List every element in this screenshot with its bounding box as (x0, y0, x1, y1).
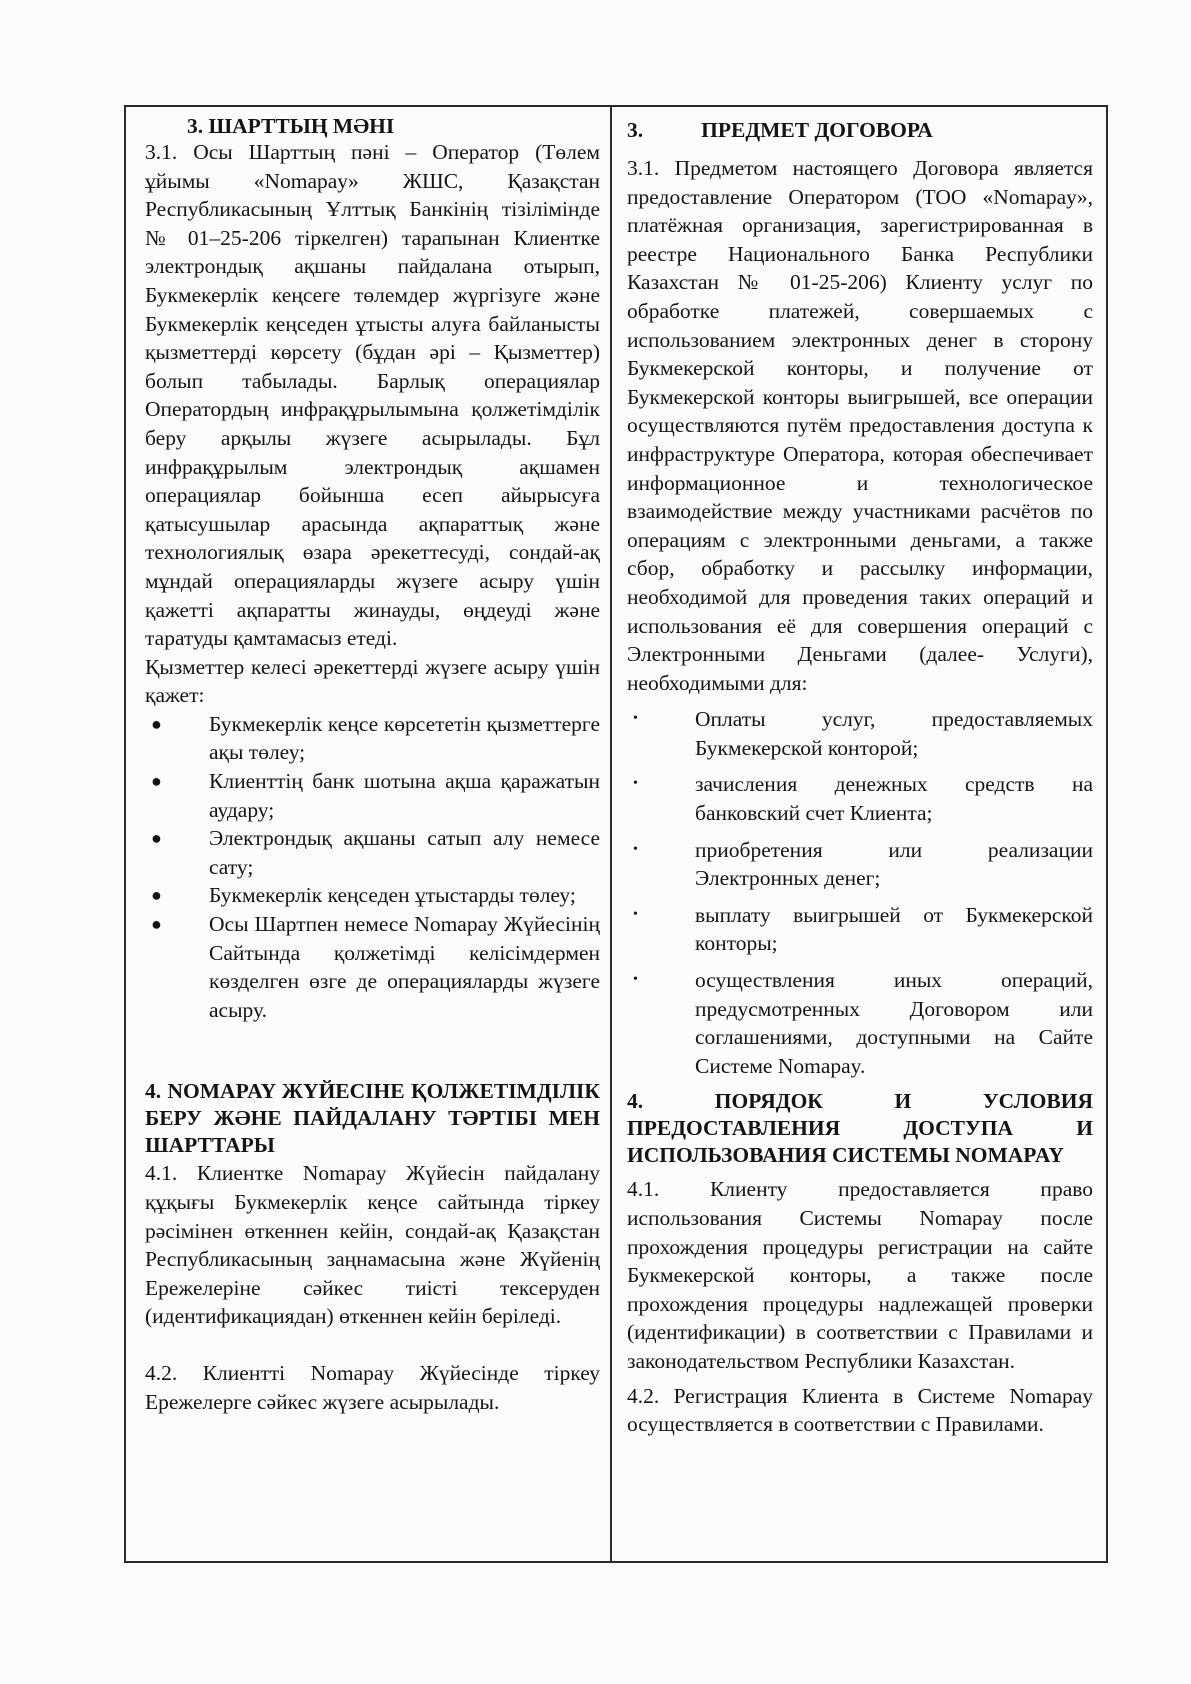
ru-section3-text: ПРЕДМЕТ ДОГОВОРА (701, 118, 933, 142)
list-item (627, 770, 1093, 827)
bullet-icon: ● (151, 885, 162, 906)
ru-bullet-list (627, 705, 1093, 1080)
ru-bullet-text: приобретения или реализации Электронных денег; (695, 837, 1093, 891)
bullet-icon: • (633, 972, 638, 988)
ru-section4-title: 4. ПОРЯДОК И УСЛОВИЯ ПРЕДОСТАВЛЕНИЯ ДОСТУПА И ИСПОЛЬЗОВАНИЯ СИСТЕМЫ NOMAPAY (627, 1089, 1093, 1168)
kz-section4-title: 4. NOMAPAY ЖҮЙЕСІНЕ ҚОЛЖЕТІМДІЛІК БЕРУ ЖӘНЕ ПАЙДАЛАНУ ТӘРТІБІ МЕН ШАРТТАРЫ (145, 1079, 600, 1158)
kz-paragraph-3-1: 3.1. Осы Шарттың пәні – Оператор (Төлем ұйымы «Nomapay» ЖШС, Қазақстан Республикасының Ұлттық Банкінің тізілімінде № 01–25-206 тіркелген) тарапынан Клиентке электрондық ақшаны пайдалана отырып, Букмекерлік кеңсеге төлемдер жүргізуге және Букмекерлік кеңседен ұтысты алуға байланысты қызметтерді көрсету (бұдан әрі – Қызметтер) болып табылады. Барлық операциялар Оператордың инфрақұрылымына қолжетімділік беру арқылы жүзеге асырылады. Бұл инфрақұрылым электрондық ақшамен операциялар бойынша есеп айырысуға қатысушылар арасында ақпараттық және технологиялық өзара әрекеттесуді, сондай-ақ мұндай операцияларды жүзеге асыру үшін қажетті ақпаратты жинауды, өңдеуді және таратуды қамтамасыз етеді. (145, 140, 600, 651)
kz-services-intro: Қызметтер келесі әрекеттерді жүзеге асыру үшін қажет: (145, 654, 600, 708)
bullet-icon: ● (151, 771, 162, 792)
ru-section3-number: 3. (627, 118, 644, 142)
kz-bullet-text: Электрондық ақшаны сатып алу немесе сату; (209, 826, 600, 879)
bullet-icon: • (633, 776, 638, 792)
bullet-icon: • (633, 906, 638, 922)
russian-column (612, 107, 1106, 1561)
ru-bullet-text: выплату выигрышей от Букмекерской конторы; (695, 902, 1093, 956)
list-item (145, 767, 600, 824)
list-item (627, 901, 1093, 958)
ru-section3-title (627, 117, 1093, 144)
list-item (627, 836, 1093, 893)
ru-bullet-text: зачисления денежных средств на банковский счет Клиента; (695, 772, 1093, 826)
list-item (145, 824, 600, 881)
bullet-icon: ● (151, 914, 162, 935)
bullet-icon: ● (151, 828, 162, 849)
ru-bullet-text: осуществления иных операций, предусмотренных Договором или соглашениями, доступными на Сайте Системе Nomapay. (695, 968, 1093, 1078)
kz-paragraph-4-1: 4.1. Клиентке Nomapay Жүйесін пайдалану құқығы Букмекерлік кеңсе сайтында тіркеу рәсімінен өткеннен кейін, сондай-ақ Қазақстан Республикасының заңнамасына және Жүйенің Ережелеріне сәйкес тиісті тексеруден (идентификациядан) өткеннен кейін беріледі. (145, 1161, 600, 1329)
ru-paragraph-4-1: 4.1. Клиенту предоставляется право использования Системы Nomapay после прохождения процедуры регистрации на сайте Букмекерской конторы, а также после прохождения процедуры надлежащей проверки (идентификации) в соответствии с Правилами и законодательством Республики Казахстан. (627, 1177, 1093, 1373)
kz-paragraph-4-2: 4.2. Клиентті Nomapay Жүйесінде тіркеу Ережелерге сәйкес жүзеге асырылады. (145, 1360, 600, 1414)
list-item (145, 910, 600, 1024)
ru-paragraph-3-1: 3.1. Предметом настоящего Договора является предоставление Оператором (ТОО «Nomapay», платёжная организация, зарегистрированная в реестре Национального Банка Республики Казахстан № 01-25-206) Клиенту услуг по обработке платежей, совершаемых с использованием электронных денег в сторону Букмекерской конторы, и получение от Букмекерской конторы выигрышей, все операции осуществляются путём предоставления доступа к инфраструктуре Оператора, которая обеспечивает информационное и технологическое взаимодействие между участниками расчётов по операциям с электронными деньгами, а также сбор, обработку и рассылку информации, необходимой для проведения таких операций и использования её для совершения операций с Электронными Деньгами (далее- Услуги), необходимыми для: (627, 156, 1093, 695)
kz-bullet-text: Клиенттің банк шотына ақша қаражатын аудару; (209, 769, 600, 822)
kz-bullet-text: Букмекерлік кеңседен ұтыстарды төлеу; (209, 883, 576, 908)
kazakh-column (126, 107, 612, 1561)
ru-paragraph-4-2: 4.2. Регистрация Клиента в Системе Nomapay осуществляется в соответствии с Правилами. (627, 1383, 1093, 1437)
kz-bullet-list (145, 710, 600, 1025)
kz-bullet-text: Осы Шартпен немесе Nomapay Жүйесінің Сайтында қолжетімді келісімдермен көзделген өзге де операцияларды жүзеге асыру. (209, 912, 600, 1022)
kz-section3-title: 3. ШАРТТЫҢ МӘНІ (187, 114, 395, 138)
list-item (145, 710, 600, 767)
bullet-icon: • (633, 841, 638, 857)
ru-bullet-text: Оплаты услуг, предоставляемых Букмекерской конторой; (695, 707, 1093, 760)
bullet-icon: • (633, 711, 638, 727)
kz-bullet-text: Букмекерлік кеңсе көрсететін қызметтерге ақы төлеу; (209, 711, 600, 765)
list-item (627, 705, 1093, 762)
contract-table (124, 105, 1108, 1563)
bullet-icon: ● (151, 713, 162, 734)
list-item (145, 881, 600, 910)
list-item (627, 966, 1093, 1080)
